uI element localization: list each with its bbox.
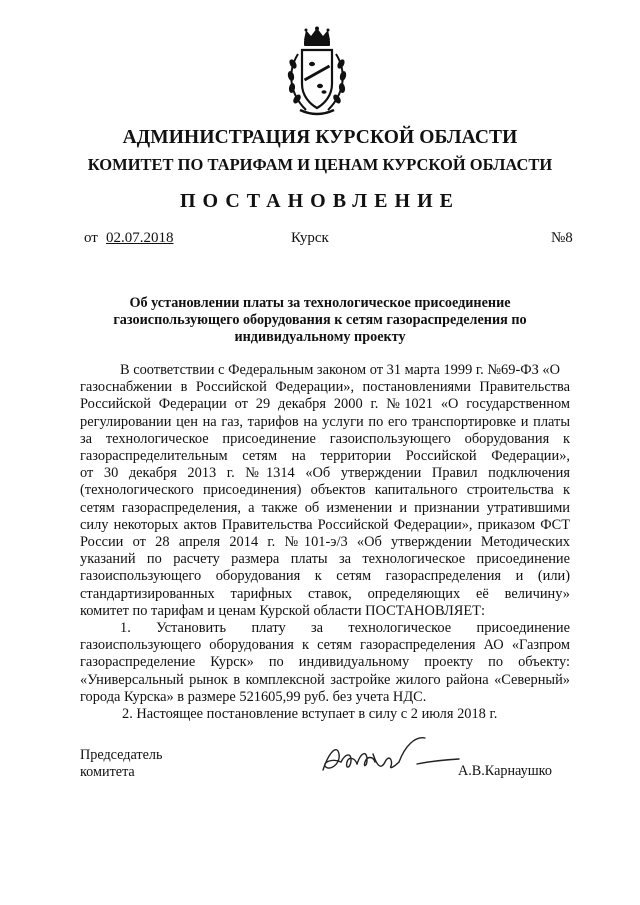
body-line: силу некоторых актов Правительства Российской Федерации», приказом ФСТ bbox=[80, 516, 570, 533]
body-line: указаний по расчету размера платы за технологическое присоединение bbox=[80, 551, 570, 568]
handwritten-signature bbox=[315, 732, 465, 788]
body-line: сетям газораспределения, а также об изменении и признании утратившими bbox=[80, 499, 570, 516]
body-line: газоснабжении в Российской Федерации», постановлениями Правительства bbox=[80, 379, 570, 396]
body-line: от 30 декабря 2013 г. №1314 «Об утверждении Правил подключения bbox=[80, 465, 570, 482]
body-line: стандартизированных тарифных ставок, определяющих её величину» bbox=[80, 585, 570, 602]
org-title: АДМИНИСТРАЦИЯ КУРСКОЙ ОБЛАСТИ bbox=[122, 127, 518, 148]
body-line: «Универсальный рынок в комплексной застройке жилого района «Северный» bbox=[80, 671, 570, 688]
signatory-position bbox=[80, 747, 162, 781]
body-line: города Курска» в размере 521605,99 руб. без учета НДС. bbox=[80, 688, 427, 705]
body-line: 1. Установить плату за технологическое присоединение bbox=[120, 620, 570, 637]
subject-line: индивидуальному проекту bbox=[234, 329, 406, 345]
committee-title: КОМИТЕТ ПО ТАРИФАМ И ЦЕНАМ КУРСКОЙ ОБЛАСТИ bbox=[87, 155, 553, 174]
document-type: ПОСТАНОВЛЕНИЕ bbox=[180, 190, 460, 212]
date-prefix: от bbox=[84, 230, 98, 246]
body-line: газораспределение Курск» по индивидуальному проекту по объекту: bbox=[80, 654, 570, 671]
position-line: Председатель bbox=[80, 747, 163, 763]
body-line: (технологического присоединения) объектов капитального строительства к bbox=[80, 482, 570, 499]
body-line: России от 28 апреля 2014 г. №101-э/3 «Об утверждении Методических bbox=[80, 534, 570, 551]
coat-of-arms-icon bbox=[286, 26, 348, 118]
body-line: регулировании цен на газ, тарифов на услуги по его транспортировке и платы bbox=[80, 413, 570, 430]
document-body bbox=[80, 362, 570, 723]
body-line: газоиспользующего оборудования к сетям газораспределения и (или) bbox=[80, 568, 570, 585]
signatory-name: А.В.Карнаушко bbox=[458, 763, 552, 779]
body-line: 2. Настоящее постановление вступает в силу с 2 июля 2018 г. bbox=[122, 706, 498, 723]
document-number: №8 bbox=[551, 230, 573, 246]
body-line: В соответствии с Федеральным законом от 31 марта 1999 г. №69-ФЗ «О bbox=[120, 362, 561, 378]
body-line: комитет по тарифам и ценам Курской области ПОСТАНОВЛЯЕТ: bbox=[80, 602, 485, 619]
body-line: Российской Федерации от 29 декабря 2000 г. №1021 «О государственном bbox=[80, 396, 570, 413]
document-date: 02.07.2018 bbox=[106, 230, 174, 246]
body-line: газоиспользующего оборудования к сетям газораспределения АО «Газпром bbox=[80, 637, 570, 654]
body-line: за технологическое присоединение газоиспользующего оборудования к bbox=[80, 430, 570, 447]
body-line: газораспределительным сетям на территории Российской Федерации», bbox=[80, 448, 570, 465]
document-subject bbox=[80, 295, 560, 346]
document-city: Курск bbox=[291, 230, 329, 246]
subject-line: Об установлении платы за технологическое присоединение bbox=[129, 295, 511, 311]
position-line: комитета bbox=[80, 764, 135, 780]
subject-line: газоиспользующего оборудования к сетям газораспределения по bbox=[113, 312, 527, 328]
